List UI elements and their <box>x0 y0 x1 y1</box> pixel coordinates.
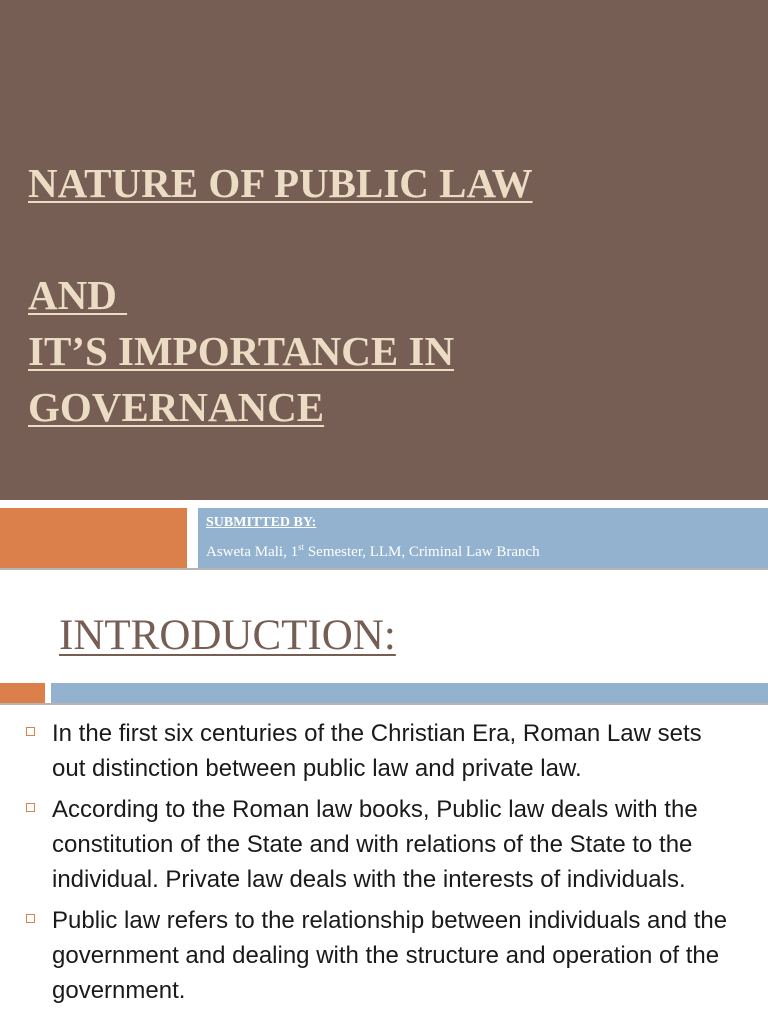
author-superscript: st <box>298 542 305 552</box>
author-prefix: Asweta Mali, 1 <box>206 544 299 560</box>
author-suffix: Semester, LLM, Criminal Law Branch <box>304 544 540 560</box>
divider <box>0 568 768 570</box>
accent-bar-orange <box>0 508 187 568</box>
submitted-by-label: SUBMITTED BY: <box>206 515 317 530</box>
title-line-1: NATURE OF PUBLIC LAW <box>28 160 533 206</box>
title-panel <box>0 0 768 500</box>
square-bullet-icon <box>26 914 35 923</box>
square-bullet-icon <box>26 727 35 736</box>
square-bullet-icon <box>26 803 35 812</box>
slide-heading: INTRODUCTION: <box>59 612 396 659</box>
introduction-slide <box>0 578 768 1024</box>
list-item <box>0 792 768 897</box>
title-line-4: GOVERNANCE <box>28 384 325 430</box>
title-line-3: IT’S IMPORTANCE IN <box>28 328 455 374</box>
slide-title <box>28 155 533 435</box>
title-line-2: AND <box>28 272 128 318</box>
accent-bar-blue <box>51 683 768 703</box>
list-item <box>0 716 768 786</box>
author-line <box>206 542 540 561</box>
list-item <box>0 903 768 1008</box>
bullet-text: According to the Roman law books, Public law deals with the constitution of the State and with relations of the State to the individual. Private law deals with the interests of individuals. <box>52 796 698 893</box>
title-gap <box>28 211 533 267</box>
accent-bar-orange <box>0 683 45 703</box>
bullet-text: In the first six centuries of the Christian Era, Roman Law sets out distinction between public law and private law. <box>52 720 702 782</box>
divider <box>0 703 768 705</box>
bullet-list <box>0 716 768 1014</box>
bullet-text: Public law refers to the relationship between individuals and the government and dealing with the structure and operation of the government. <box>52 907 728 1004</box>
